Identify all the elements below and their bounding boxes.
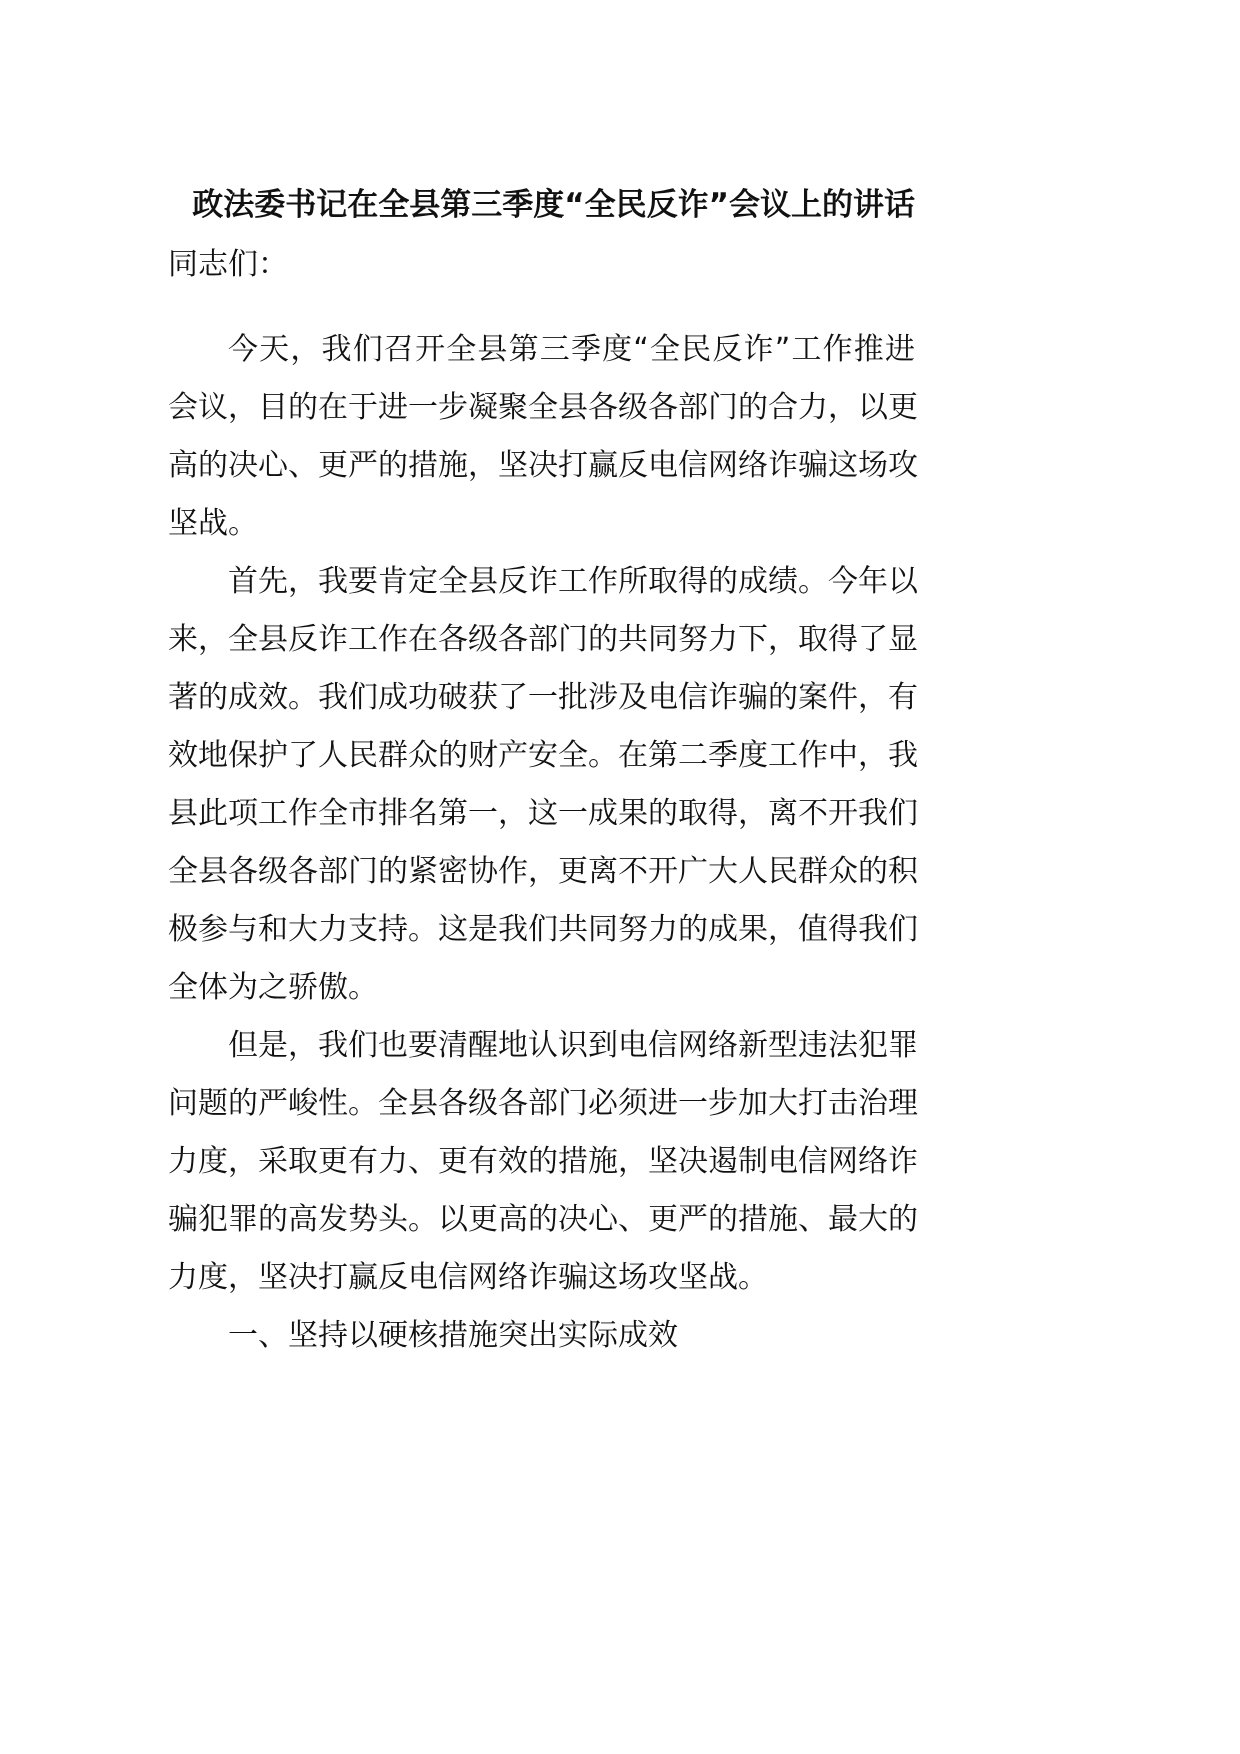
text-line: 著的成效。我们成功破获了一批涉及电信诈骗的案件，有 <box>168 680 918 715</box>
text-line: 力度，坚决打赢反电信网络诈骗这场攻坚战。 <box>168 1260 768 1295</box>
text-line: 全县各级各部门的紧密协作，更离不开广大人民群众的积 <box>168 854 918 889</box>
text-line: 效地保护了人民群众的财产安全。在第二季度工作中，我 <box>168 738 918 773</box>
paragraph <box>168 321 918 553</box>
text-line: 县此项工作全市排名第一，这一成果的取得，离不开我们 <box>168 796 918 831</box>
text-line: 坚战。 <box>168 506 258 541</box>
text-line: 一、坚持以硬核措施突出实际成效 <box>228 1318 678 1353</box>
text-line: 今天，我们召开全县第三季度“全民反诈”工作推进 <box>228 332 915 367</box>
text-line: 极参与和大力支持。这是我们共同努力的成果，值得我们 <box>168 912 918 947</box>
section-heading <box>168 1307 915 1365</box>
text-line: 高的决心、更严的措施，坚决打赢反电信网络诈骗这场攻 <box>168 448 918 483</box>
paragraph <box>168 553 918 1017</box>
text-line: 会议，目的在于进一步凝聚全县各级各部门的合力，以更 <box>168 390 918 425</box>
text-line: 力度，采取更有力、更有效的措施，坚决遏制电信网络诈 <box>168 1144 918 1179</box>
paragraph <box>168 1017 918 1307</box>
document-body <box>168 321 918 1365</box>
text-line: 但是，我们也要清醒地认识到电信网络新型违法犯罪 <box>228 1028 918 1063</box>
text-line: 首先，我要肯定全县反诈工作所取得的成绩。今年以 <box>228 564 918 599</box>
greeting: 同志们： <box>168 247 288 282</box>
text-line: 问题的严峻性。全县各级各部门必须进一步加大打击治理 <box>168 1086 918 1121</box>
text-line: 全体为之骄傲。 <box>168 970 378 1005</box>
text-line: 来，全县反诈工作在各级各部门的共同努力下，取得了显 <box>168 622 918 657</box>
text-line: 骗犯罪的高发势头。以更高的决心、更严的措施、最大的 <box>168 1202 918 1237</box>
document-title: 政法委书记在全县第三季度“全民反诈”会议上的讲话 <box>192 187 915 223</box>
